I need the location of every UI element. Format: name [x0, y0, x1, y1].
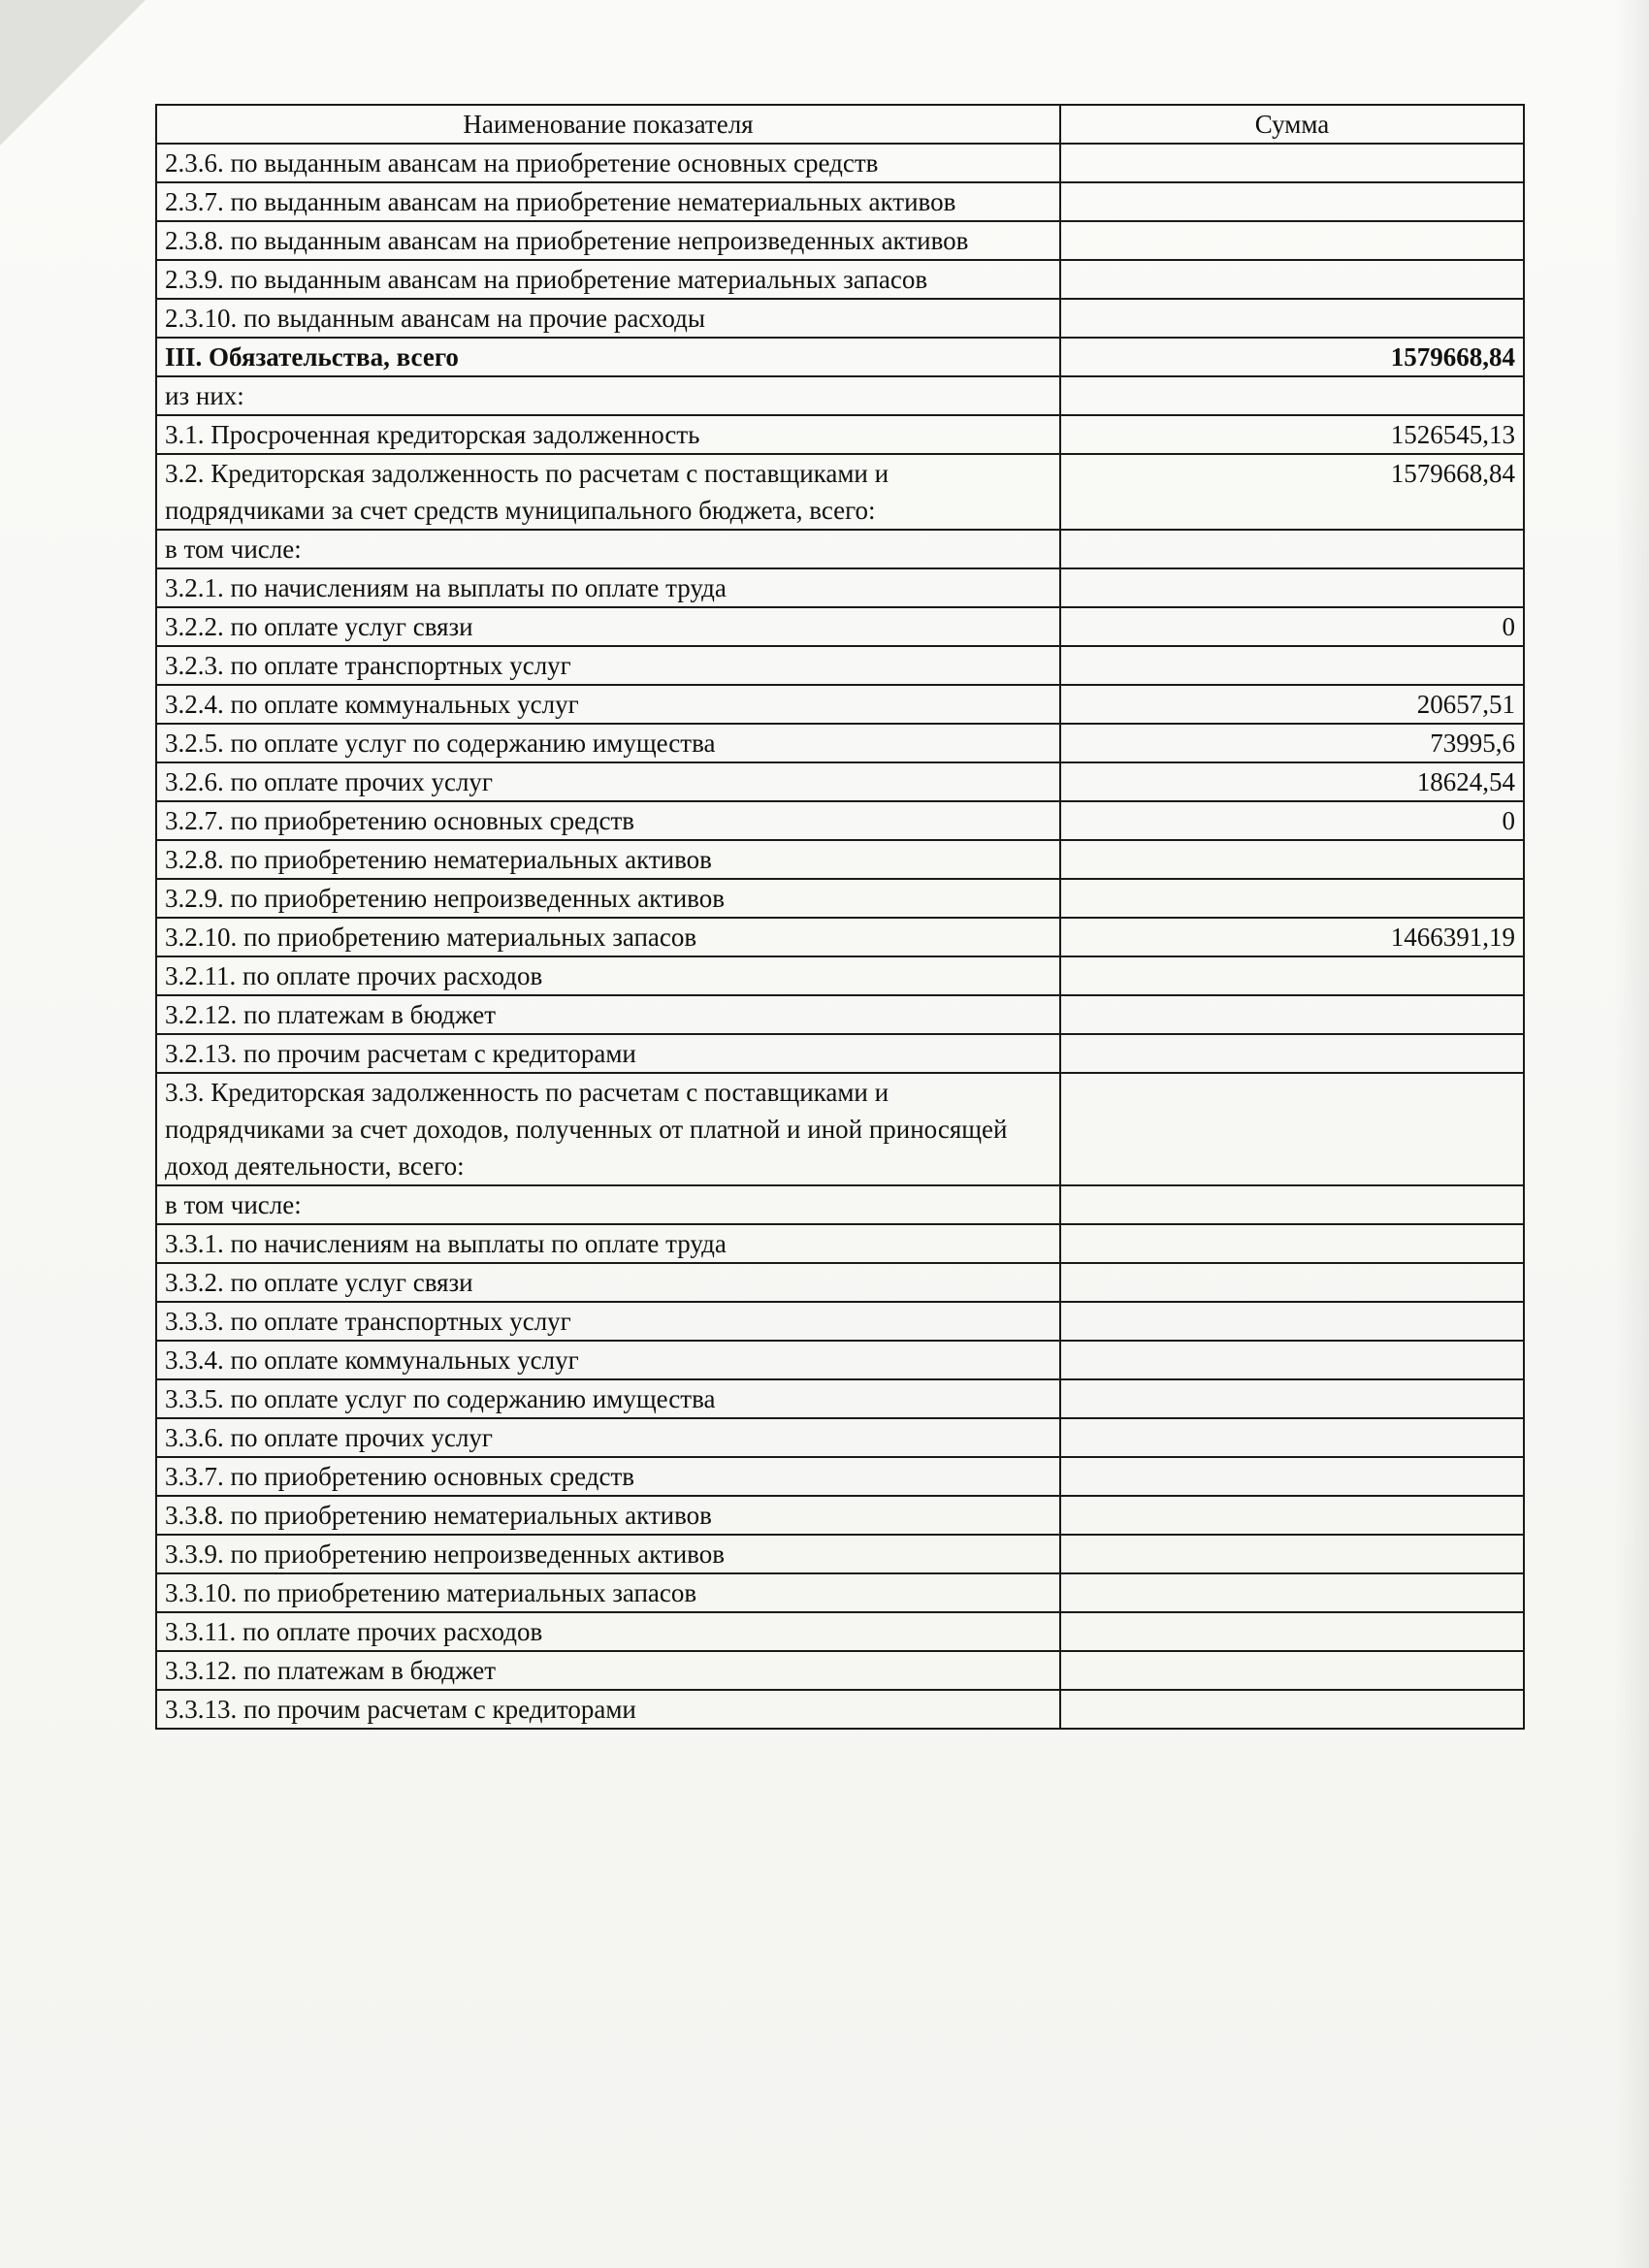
row-sum — [1060, 1496, 1524, 1535]
row-sum — [1060, 1302, 1524, 1341]
row-name: 2.3.6. по выданным авансам на приобретение основных средств — [156, 144, 1060, 182]
row-sum — [1060, 956, 1524, 995]
row-sum — [1060, 1224, 1524, 1263]
row-sum — [1060, 1612, 1524, 1651]
table-row — [156, 1263, 1524, 1302]
folded-corner — [0, 0, 146, 146]
row-name: 3.3.5. по оплате услуг по содержанию имущества — [156, 1379, 1060, 1418]
row-name: 2.3.7. по выданным авансам на приобретение нематериальных активов — [156, 182, 1060, 221]
row-name: 3.3.11. по оплате прочих расходов — [156, 1612, 1060, 1651]
table-row — [156, 1612, 1524, 1651]
row-sum — [1060, 840, 1524, 879]
row-name: 3.2.7. по приобретению основных средств — [156, 801, 1060, 840]
table-row — [156, 1496, 1524, 1535]
row-name: 3.3.3. по оплате транспортных услуг — [156, 1302, 1060, 1341]
table-row — [156, 144, 1524, 182]
table-row — [156, 1302, 1524, 1341]
table-row — [156, 1573, 1524, 1612]
row-sum — [1060, 1418, 1524, 1457]
table-row — [156, 1457, 1524, 1496]
row-name: 3.2.4. по оплате коммунальных услуг — [156, 685, 1060, 724]
row-sum — [1060, 1651, 1524, 1690]
row-sum — [1060, 1379, 1524, 1418]
table-row — [156, 1651, 1524, 1690]
row-name: 3.2.1. по начислениям на выплаты по оплате труда — [156, 568, 1060, 607]
row-sum — [1060, 182, 1524, 221]
table-row — [156, 1690, 1524, 1729]
row-sum: 1466391,19 — [1060, 918, 1524, 956]
table-row — [156, 1073, 1524, 1185]
row-sum — [1060, 1573, 1524, 1612]
table-row — [156, 1379, 1524, 1418]
row-name: 3.2.8. по приобретению нематериальных активов — [156, 840, 1060, 879]
row-name: 3.2. Кредиторская задолженность по расчетам с поставщиками и подрядчиками за счет средств муниципального бюджета, всего: — [156, 454, 1060, 530]
table-row — [156, 1224, 1524, 1263]
row-name: 3.3. Кредиторская задолженность по расчетам с поставщиками и подрядчиками за счет доходов, полученных от платной и иной приносящей доход деятельности, всего: — [156, 1073, 1060, 1185]
page-edge-shadow — [1614, 0, 1649, 2268]
table-row — [156, 415, 1524, 454]
table-row — [156, 454, 1524, 530]
row-name: в том числе: — [156, 530, 1060, 568]
table-header-row — [156, 105, 1524, 144]
row-sum — [1060, 144, 1524, 182]
row-name: 3.1. Просроченная кредиторская задолженность — [156, 415, 1060, 454]
row-name: в том числе: — [156, 1185, 1060, 1224]
row-sum: 1526545,13 — [1060, 415, 1524, 454]
row-sum — [1060, 221, 1524, 260]
row-sum — [1060, 879, 1524, 918]
row-name: 3.2.9. по приобретению непроизведенных активов — [156, 879, 1060, 918]
table-row — [156, 182, 1524, 221]
row-sum — [1060, 376, 1524, 415]
table-row — [156, 762, 1524, 801]
table-row — [156, 1418, 1524, 1457]
row-sum — [1060, 1535, 1524, 1573]
table-row — [156, 260, 1524, 299]
table-row — [156, 299, 1524, 338]
row-sum: 0 — [1060, 801, 1524, 840]
row-sum — [1060, 568, 1524, 607]
row-sum — [1060, 1341, 1524, 1379]
table-row — [156, 530, 1524, 568]
row-sum — [1060, 646, 1524, 685]
table-row — [156, 607, 1524, 646]
row-name: III. Обязательства, всего — [156, 338, 1060, 376]
row-sum: 20657,51 — [1060, 685, 1524, 724]
row-name: 3.3.6. по оплате прочих услуг — [156, 1418, 1060, 1457]
row-sum: 1579668,84 — [1060, 454, 1524, 530]
row-name: 3.2.6. по оплате прочих услуг — [156, 762, 1060, 801]
row-sum — [1060, 1263, 1524, 1302]
header-sum: Сумма — [1060, 105, 1524, 144]
row-name: 3.3.9. по приобретению непроизведенных активов — [156, 1535, 1060, 1573]
row-name: 3.3.2. по оплате услуг связи — [156, 1263, 1060, 1302]
table-row — [156, 1341, 1524, 1379]
table-row — [156, 568, 1524, 607]
row-sum: 0 — [1060, 607, 1524, 646]
row-name: 3.2.12. по платежам в бюджет — [156, 995, 1060, 1034]
row-name: 3.3.4. по оплате коммунальных услуг — [156, 1341, 1060, 1379]
table-row — [156, 801, 1524, 840]
row-name: 3.3.10. по приобретению материальных запасов — [156, 1573, 1060, 1612]
table-row — [156, 646, 1524, 685]
row-sum — [1060, 1457, 1524, 1496]
table-row — [156, 1034, 1524, 1073]
row-name: 3.2.11. по оплате прочих расходов — [156, 956, 1060, 995]
row-sum — [1060, 530, 1524, 568]
table-row — [156, 918, 1524, 956]
row-name: 3.3.8. по приобретению нематериальных активов — [156, 1496, 1060, 1535]
row-name: 3.3.7. по приобретению основных средств — [156, 1457, 1060, 1496]
row-name: из них: — [156, 376, 1060, 415]
table-row — [156, 879, 1524, 918]
header-indicator-name: Наименование показателя — [156, 105, 1060, 144]
row-sum — [1060, 260, 1524, 299]
table-row — [156, 840, 1524, 879]
liabilities-table — [155, 104, 1525, 1730]
row-name: 2.3.9. по выданным авансам на приобретение материальных запасов — [156, 260, 1060, 299]
table-row-total — [156, 338, 1524, 376]
table-row — [156, 956, 1524, 995]
table-row — [156, 221, 1524, 260]
table-row — [156, 376, 1524, 415]
row-sum — [1060, 1034, 1524, 1073]
row-name: 3.2.3. по оплате транспортных услуг — [156, 646, 1060, 685]
row-sum — [1060, 1073, 1524, 1185]
table-row — [156, 1535, 1524, 1573]
row-name: 3.2.5. по оплате услуг по содержанию имущества — [156, 724, 1060, 762]
row-name: 3.2.2. по оплате услуг связи — [156, 607, 1060, 646]
row-name: 3.3.12. по платежам в бюджет — [156, 1651, 1060, 1690]
table-row — [156, 995, 1524, 1034]
row-sum — [1060, 1185, 1524, 1224]
table-row — [156, 724, 1524, 762]
table-row — [156, 685, 1524, 724]
row-name: 2.3.8. по выданным авансам на приобретение непроизведенных активов — [156, 221, 1060, 260]
row-name: 2.3.10. по выданным авансам на прочие расходы — [156, 299, 1060, 338]
row-sum: 1579668,84 — [1060, 338, 1524, 376]
table-row — [156, 1185, 1524, 1224]
row-sum — [1060, 299, 1524, 338]
row-name: 3.2.10. по приобретению материальных запасов — [156, 918, 1060, 956]
row-sum: 18624,54 — [1060, 762, 1524, 801]
row-name: 3.3.1. по начислениям на выплаты по оплате труда — [156, 1224, 1060, 1263]
row-name: 3.2.13. по прочим расчетам с кредиторами — [156, 1034, 1060, 1073]
row-name: 3.3.13. по прочим расчетам с кредиторами — [156, 1690, 1060, 1729]
row-sum — [1060, 1690, 1524, 1729]
row-sum — [1060, 995, 1524, 1034]
row-sum: 73995,6 — [1060, 724, 1524, 762]
